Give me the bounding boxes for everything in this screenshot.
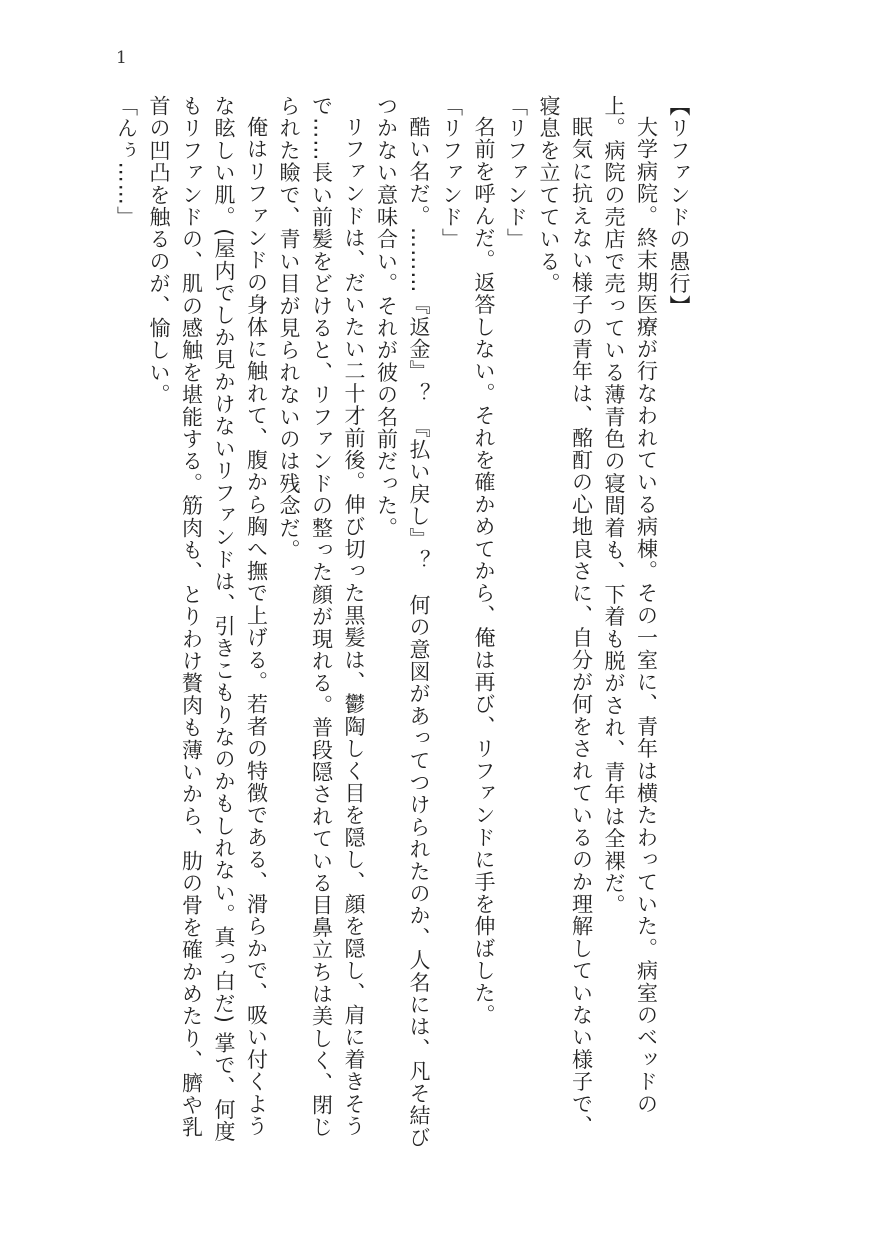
paragraph: 眠気に抗えない様子の青年は、酩酊の心地良さに、自分が何をされているのか理解していない様子で、寝息を立てている。	[537, 95, 594, 1138]
dialogue-line: 「リファンド」	[439, 95, 464, 251]
document-body	[114, 95, 695, 1155]
page-number: 1	[116, 48, 127, 68]
document-title: 【リファンドの愚行】	[667, 95, 691, 317]
paragraph: リファンドは、だいたい二十才前後。伸び切った黒髪は、鬱陶しく目を隠し、顔を隠し、肩に着きそうで……長い前髪をどけると、リファンドの整った顔が現れる。普段隠されている目鼻立ちは美しく、閉じられた瞼で、青い目が見られないのは残念だ。	[277, 95, 366, 1139]
dialogue-line: 「んぅ……」	[114, 95, 139, 229]
paragraph: 酷い名だ。………『返金』？ 『払い戻し』？ 何の意図があってつけられたのか、人名には、凡そ結びつかない意味合い。それが彼の名前だった。	[374, 95, 431, 1149]
paragraph: 名前を呼んだ。返答しない。それを確かめてから、俺は再び、リファンドに手を伸ばした。	[472, 116, 496, 1027]
dialogue-line: 「リファンド」	[504, 95, 529, 251]
paragraph: 大学病院。終末期医療が行なわれている病棟。その一室に、青年は横たわっていた。病室のベッドの上。病院の売店で売っている薄青色の寝間着も、下着も脱がされ、青年は全裸だ。	[602, 95, 659, 1115]
paragraph: 俺はリファンドの身体に触れて、腹から胸へ撫で上げる。若者の特徴である、滑らかで、吸い付くような眩しい肌。(屋内でしか見かけないリファンドは、引きこもりなのかもしれない。真っ白だ) 掌で、何度もリファンドの、肌の感触を堪能する。筋肉も、とりわけ贅肉も薄いから、肋の骨を確かめたり、臍や乳首の凹凸を触るのが、愉しい。	[147, 95, 269, 1143]
